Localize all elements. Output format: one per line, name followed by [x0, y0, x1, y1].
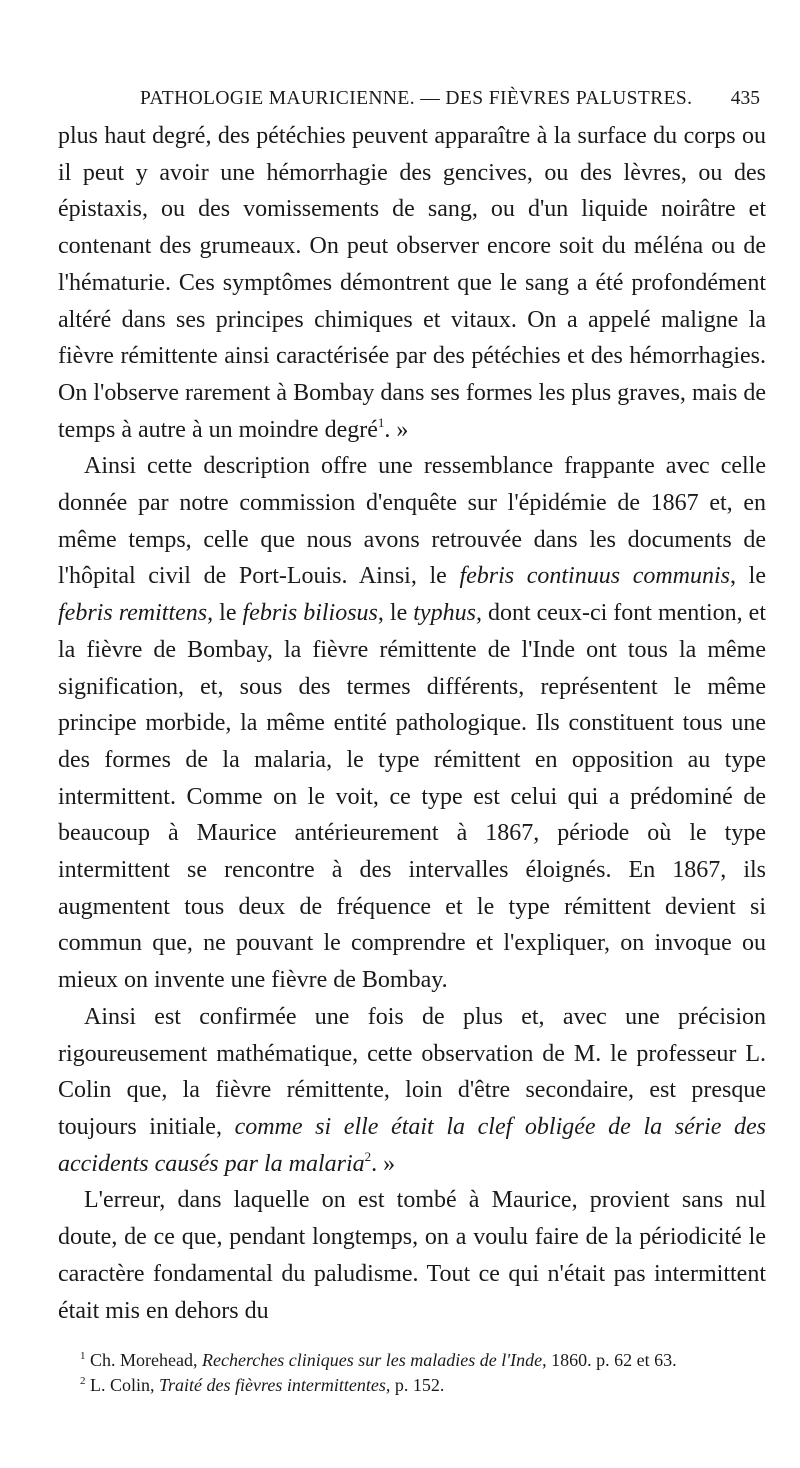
footnotes — [58, 1348, 766, 1397]
footnote-mark: 2 — [80, 1374, 86, 1387]
footnote-text: Ch. Morehead, — [90, 1350, 202, 1370]
latin-term: febris continuus communis — [459, 563, 731, 590]
footnote-text: , p. 152. — [385, 1374, 445, 1395]
paragraph — [58, 1182, 766, 1329]
page-number: 435 — [730, 88, 760, 109]
latin-term: febris remittens — [58, 600, 208, 627]
quoted-italic: comme si elle était la clef obligée de la série des accidents causés par la malaria — [58, 1113, 766, 1177]
footnote-title: Traité des fièvres intermittentes — [159, 1374, 386, 1395]
latin-term: typhus — [413, 600, 476, 627]
footnote-ref: 1 — [377, 414, 385, 430]
paragraph-text: , dont ceux-ci font mention, et la fièvre de Bombay, la fièvre rémittente de l'Inde ont tous la même signification, et, sous des termes différents, représentent le même principe morbide, la même entité pathologique. Ils constituent tous une des formes de la malaria, le type rémittent en opposition au type intermittent. Comme on le voit, ce type est celui qui a prédominé de beaucoup à Maurice antérieurement à 1867, période où le type intermittent se rencontre à des intervalles éloignés. En 1867, ils augmentent tous deux de fréquence et le type rémittent devient si commun que, ne pouvant le comprendre et l'expliquer, on invoque ou mieux on invente une fièvre de Bombay. — [58, 600, 766, 994]
paragraph — [58, 999, 766, 1183]
paragraph-continued — [58, 118, 766, 448]
footnote-text: , 1860. p. 62 et 63. — [542, 1350, 677, 1370]
paragraph-text: . » — [384, 416, 409, 443]
paragraph-text: , le — [377, 600, 414, 627]
paragraph-text: , le — [207, 600, 243, 627]
paragraph-text: . » — [371, 1150, 396, 1177]
paragraph-text: Ainsi est confirmée une fois de plus et, avec une précision rigoureusement mathématique, cette observation de M. le professeur L. Colin que, la fièvre rémittente, loin d'être secondaire, est presque toujours initiale, — [58, 1003, 766, 1140]
footnote-mark: 1 — [80, 1350, 86, 1362]
paragraph-text: , le — [730, 563, 766, 590]
paragraph-text: Ainsi cette description offre une ressemblance frappante avec celle donnée par notre commission d'enquête sur l'épidémie de 1867 et, en même temps, celle que nous avons retrouvée dans les documents de l'hôpital civil de Port-Louis. Ainsi, le — [58, 453, 766, 590]
running-head — [140, 88, 760, 114]
footnote-1 — [58, 1348, 766, 1373]
footnote-2 — [58, 1373, 766, 1398]
footnote-title: Recherches cliniques sur les maladies de l'Inde — [201, 1350, 543, 1370]
latin-term: febris biliosus — [242, 600, 378, 627]
footnote-text: L. Colin, — [90, 1374, 160, 1395]
footnote-ref: 2 — [364, 1148, 372, 1164]
paragraph-text: plus haut degré, des pétéchies peuvent apparaître à la surface du corps ou il peut y avoir une hémorrhagie des gencives, ou des lèvres, ou des épistaxis, ou des vomissements de sang, ou d'un liquide noirâtre et contenant des grumeaux. On peut observer encore soit du méléna ou de l'hématurie. Ces symptômes démontrent que le sang a été profondément altéré dans ses principes chimiques et vitaux. On a appelé maligne la fièvre rémittente ainsi caractérisée par des pétéchies et des hémorrhagies. On l'observe rarement à Bombay dans ses formes les plus graves, mais de temps à autre à un moindre degré — [58, 123, 766, 443]
paragraph — [58, 448, 766, 999]
paragraph-text: L'erreur, dans laquelle on est tombé à Maurice, provient sans nul doute, de ce que, pendant longtemps, on a voulu faire de la périodicité le caractère fondamental du paludisme. Tout ce qui n'était pas intermittent était mis en dehors du — [58, 1187, 766, 1324]
running-title: PATHOLOGIE MAURICIENNE. — DES FIÈVRES PALUSTRES. — [140, 88, 693, 109]
body-text — [58, 118, 766, 1329]
